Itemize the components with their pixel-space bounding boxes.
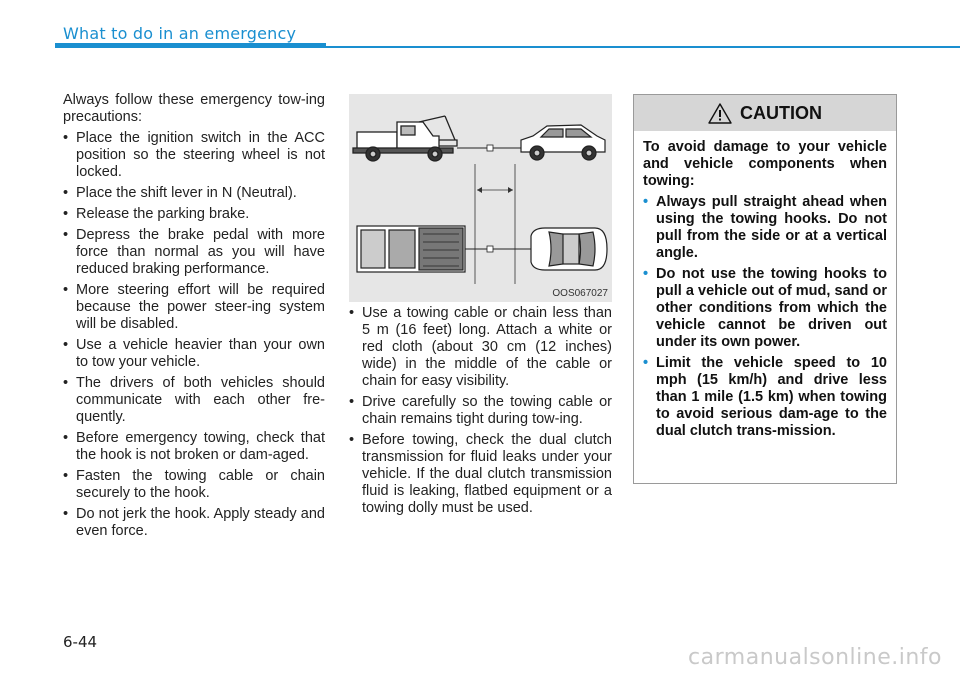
list-item: • Limit the vehicle speed to 10 mph (15 km/h) and drive less than 1 mile (1.5 km) when towing to avoid serious dam-age to the dual clutch trans-mission. — [643, 355, 887, 440]
list-item: • Fasten the towing cable or chain securely to the hook. — [63, 468, 325, 502]
towing-illustration — [349, 94, 612, 302]
figure-code: OOS067027 — [552, 288, 608, 299]
list-item: • The drivers of both vehicles should communicate with each other fre-quently. — [63, 375, 325, 426]
list-item: • Drive carefully so the towing cable or chain remains tight during tow-ing. — [349, 394, 612, 428]
left-column — [63, 92, 325, 544]
middle-column — [349, 305, 612, 521]
list-item: • More steering effort will be required because the power steer-ing system will be disabled. — [63, 282, 325, 333]
tow-truck-side — [353, 116, 457, 161]
caution-intro: To avoid damage to your vehicle and vehicle components when towing: — [643, 139, 887, 189]
caution-header — [634, 95, 896, 131]
list-item: • Place the ignition switch in the ACC position so the steering wheel is not locked. — [63, 130, 325, 181]
list-item: • Before towing, check the dual clutch transmission for fluid leaks under your vehicle. If the dual clutch transmission fluid is leaking, flatbed equipment or a towing dolly must be used. — [349, 432, 612, 517]
caution-title: CAUTION — [740, 102, 822, 123]
section-title: What to do in an emergency — [63, 24, 297, 43]
towing-list — [349, 305, 612, 517]
precautions-list — [63, 130, 325, 540]
caution-body — [634, 131, 896, 440]
list-item: • Before emergency towing, check that the hook is not broken or dam-aged. — [63, 430, 325, 464]
page-number: 6-44 — [63, 633, 98, 651]
list-item: • Release the parking brake. — [63, 206, 325, 223]
warning-triangle-icon — [708, 103, 732, 124]
towing-diagram — [349, 94, 612, 302]
caution-list — [643, 194, 887, 440]
header-accent-bar — [55, 43, 326, 48]
watermark: carmanualsonline.info — [688, 645, 942, 670]
list-item: • Do not jerk the hook. Apply steady and even force. — [63, 506, 325, 540]
header-rule — [326, 46, 960, 48]
intro-paragraph: Always follow these emergency tow-ing precautions: — [63, 92, 325, 125]
list-item: • Depress the brake pedal with more force than normal as you will have reduced braking performance. — [63, 227, 325, 278]
list-item: • Use a towing cable or chain less than 5 m (16 feet) long. Attach a white or red cloth (about 30 cm (12 inches) wide) in the middle of the cable or chain for easy visibility. — [349, 305, 612, 390]
list-item: • Do not use the towing hooks to pull a vehicle out of mud, sand or other conditions from which the vehicle cannot be driven out under its own power. — [643, 266, 887, 351]
list-item: • Use a vehicle heavier than your own to tow your vehicle. — [63, 337, 325, 371]
list-item: • Place the shift lever in N (Neutral). — [63, 185, 325, 202]
tow-truck-top — [357, 226, 465, 272]
towed-car-top — [531, 228, 607, 270]
towed-suv-side — [521, 125, 605, 160]
list-item: • Always pull straight ahead when using the towing hooks. Do not pull from the side or at a vertical angle. — [643, 194, 887, 262]
caution-box — [633, 94, 897, 484]
